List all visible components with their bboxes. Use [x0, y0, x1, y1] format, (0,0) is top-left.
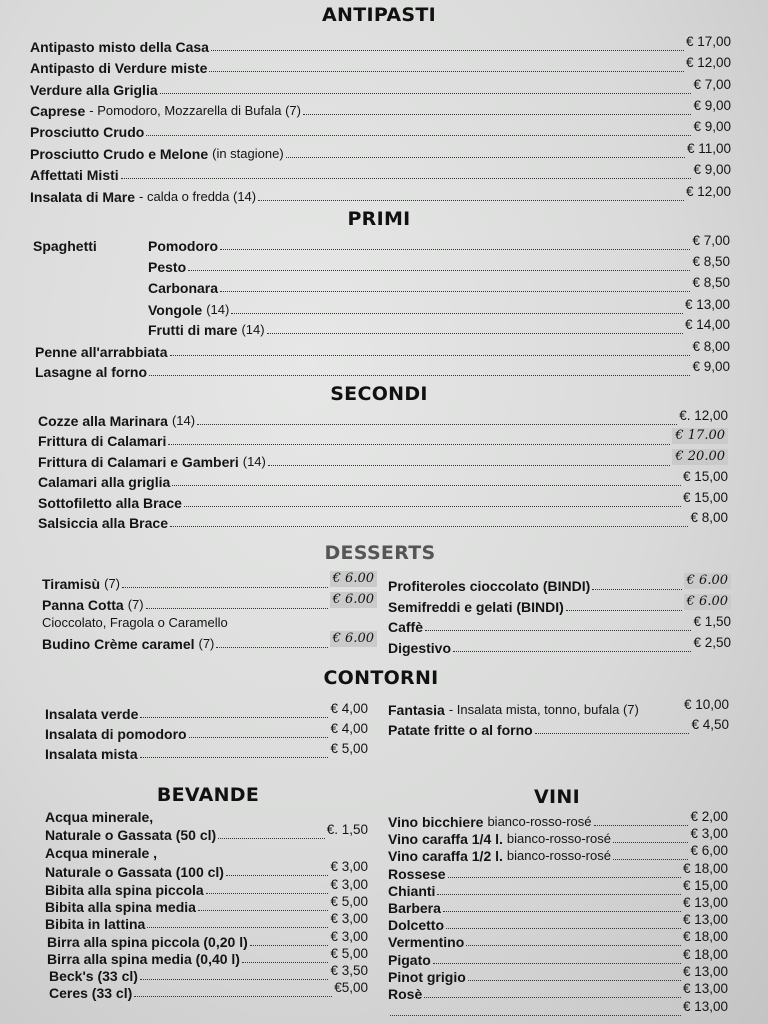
item-name: Beck's (33 cl): [49, 968, 138, 984]
dot-leader: [250, 945, 329, 946]
item-price: € 13,00: [682, 999, 728, 1014]
dot-leader: [268, 465, 671, 466]
menu-item: [30, 98, 731, 119]
item-price: € 12,00: [685, 184, 731, 199]
item-name: Pesto: [148, 259, 187, 275]
menu-item: [388, 947, 728, 968]
item-price: €. 1,50: [326, 822, 368, 837]
item-name: Insalata mista: [45, 746, 138, 762]
menu-item: [30, 141, 731, 162]
menu-item: [148, 275, 730, 296]
dot-leader: [433, 963, 681, 964]
item-name: Verdure alla Griglia: [30, 82, 158, 98]
item-name: Frittura di Calamari: [38, 433, 167, 449]
item-price: € 18,00: [682, 947, 728, 962]
item-note: (14): [241, 322, 265, 337]
item-name: Semifreddi e gelati (BINDI): [388, 599, 564, 615]
item-name: Acqua minerale,: [45, 809, 154, 825]
item-name: Ceres (33 cl): [49, 985, 133, 1001]
item-note: (in stagione): [212, 146, 284, 161]
menu-item: [35, 359, 730, 380]
menu-item: [388, 826, 728, 847]
item-price: € 2,50: [693, 635, 731, 650]
item-price: € 9,00: [693, 119, 731, 134]
menu-item: [148, 297, 730, 318]
item-name: Caprese: [30, 103, 86, 119]
menu-item: [45, 701, 368, 722]
menu-item: [45, 911, 368, 932]
item-price: € 15,00: [682, 878, 728, 893]
item-price: € 5,00: [330, 741, 368, 756]
item-name: Pomodoro: [148, 238, 218, 254]
dot-leader: [468, 980, 681, 981]
dot-leader: [206, 893, 329, 894]
item-name: Prosciutto Crudo: [30, 124, 145, 140]
item-note: - calda o fredda (14): [139, 189, 257, 204]
dot-leader: [218, 838, 325, 839]
menu-item: [30, 162, 731, 183]
item-name: Profiteroles cioccolato (BINDI): [388, 578, 591, 594]
item-note: (14): [242, 454, 266, 469]
item-price: € 3,00: [330, 859, 368, 874]
item-name: Vermentino: [388, 934, 465, 950]
dot-leader: [170, 355, 691, 356]
item-price: €. 12,00: [679, 408, 728, 423]
menu-item: [388, 929, 728, 950]
item-name: Birra alla spina media (0,40 l): [47, 951, 240, 967]
item-name: Salsiccia alla Brace: [38, 515, 168, 531]
item-name: Antipasto misto della Casa: [30, 39, 209, 55]
item-name: Antipasto di Verdure miste: [30, 60, 208, 76]
item-price: € 4,00: [330, 701, 368, 716]
contorni-heading: CONTORNI: [323, 667, 439, 689]
item-name: Prosciutto Crudo e Melone: [30, 146, 209, 162]
dot-leader: [453, 651, 691, 652]
antipasti-heading: ANTIPASTI: [322, 4, 436, 26]
item-name: Penne all'arrabbiata: [35, 344, 168, 360]
dot-leader: [160, 93, 692, 94]
item-price: €5,00: [334, 980, 368, 995]
dot-leader: [390, 1015, 681, 1016]
item-price: € 13,00: [684, 297, 730, 312]
dot-leader: [303, 114, 691, 115]
item-name: Insalata di pomodoro: [45, 726, 187, 742]
item-name: Budino Crème caramel: [42, 636, 195, 652]
item-name: Digestivo: [388, 640, 452, 656]
item-price: € 8,00: [690, 510, 728, 525]
item-price: € 13,00: [682, 912, 728, 927]
item-note: (7): [104, 576, 120, 591]
menu-item: [45, 877, 368, 898]
dot-leader: [267, 333, 683, 334]
item-price: € 9,00: [692, 359, 730, 374]
menu-item: [49, 980, 368, 1001]
menu-item: [38, 428, 728, 449]
item-note: - Pomodoro, Mozzarella di Bufala (7): [89, 103, 301, 118]
item-name: Bibita alla spina media: [45, 899, 196, 915]
menu-item: [30, 34, 731, 55]
menu-item: [38, 490, 728, 511]
item-price: € 7,00: [692, 233, 730, 248]
dot-leader: [594, 825, 689, 826]
dot-leader: [258, 200, 684, 201]
item-price: € 4,00: [330, 721, 368, 736]
menu-item: [42, 571, 377, 592]
item-price: € 13,00: [682, 895, 728, 910]
item-name: Rossese: [388, 866, 446, 882]
bevande-heading: BEVANDE: [156, 784, 260, 806]
item-note: bianco-rosso-rosé: [506, 848, 611, 863]
menu-item: [388, 981, 728, 1002]
menu-item: [38, 408, 728, 429]
item-price: € 18,00: [682, 929, 728, 944]
item-price: € 3,00: [330, 929, 368, 944]
dot-leader: [140, 757, 329, 758]
item-name: Fantasia: [388, 702, 445, 718]
dot-leader: [209, 71, 684, 72]
item-price: € 8,50: [692, 254, 730, 269]
menu-item: [45, 721, 368, 742]
menu-item: [148, 233, 730, 254]
dot-leader: [448, 877, 681, 878]
item-name: Dolcetto: [388, 917, 444, 933]
dot-leader: [566, 610, 682, 611]
menu-item: [42, 631, 377, 652]
menu-item: [38, 510, 728, 531]
menu-item: [388, 697, 729, 718]
dot-leader: [286, 157, 685, 158]
item-name: Vongole: [148, 302, 203, 318]
menu-item: [45, 807, 368, 825]
item-price: € 7,00: [693, 77, 731, 92]
dot-leader: [425, 630, 691, 631]
menu-item: [388, 878, 728, 899]
item-price: € 2,00: [690, 809, 728, 824]
item-price: € 4,50: [691, 717, 729, 732]
menu-item: [38, 469, 728, 490]
dot-leader: [170, 526, 688, 527]
item-name: Vino bicchiere: [388, 814, 484, 830]
item-name: Birra alla spina piccola (0,20 l): [47, 934, 248, 950]
menu-item: [388, 861, 728, 882]
item-name: Caffè: [388, 619, 424, 635]
item-note: - Insalata mista, tonno, bufala (7): [448, 702, 639, 717]
dot-leader: [437, 894, 681, 895]
item-price: € 18,00: [682, 861, 728, 876]
item-name: Frutti di mare: [148, 322, 238, 338]
dot-leader: [424, 997, 681, 998]
menu-item: [388, 843, 728, 864]
item-name: Tiramisù: [42, 576, 101, 592]
item-name: Sottofiletto alla Brace: [38, 495, 182, 511]
menu-item: [38, 449, 728, 470]
menu-item: [30, 119, 731, 140]
menu-item: [388, 912, 728, 933]
menu-item: [45, 894, 368, 915]
menu-item: [388, 717, 729, 738]
item-price: € 6.00: [330, 592, 377, 608]
desserts-heading: DESSERTS: [324, 542, 436, 564]
menu-item: [45, 859, 368, 880]
item-note: bianco-rosso-rosé: [506, 831, 611, 846]
dot-leader: [220, 291, 690, 292]
dot-leader: [122, 587, 328, 588]
item-name: Patate fritte o al forno: [388, 722, 533, 738]
dot-leader: [211, 50, 684, 51]
secondi-heading: SECONDI: [330, 383, 428, 405]
dot-leader: [168, 444, 670, 445]
dot-leader: [446, 928, 681, 929]
item-note: (7): [198, 636, 215, 651]
dot-leader: [140, 717, 328, 718]
item-name: Pigato: [388, 952, 431, 968]
item-name: Bibita alla spina piccola: [45, 882, 204, 898]
item-price: € 8,50: [692, 275, 730, 290]
item-price: € 6.00: [684, 594, 731, 610]
menu-item: [388, 895, 728, 916]
menu-item: [42, 592, 377, 613]
item-price: € 3,00: [690, 826, 728, 841]
item-price: € 6.00: [684, 573, 731, 589]
item-price: € 6,00: [690, 843, 728, 858]
menu-item: [45, 843, 368, 861]
menu-item: [49, 963, 368, 984]
dot-leader: [146, 608, 328, 609]
item-price: € 17.00: [672, 428, 728, 444]
panna-cotta-flavours: Cioccolato, Fragola o Caramello: [42, 615, 228, 630]
item-price: € 13,00: [682, 964, 728, 979]
item-price: € 13,00: [682, 981, 728, 996]
menu-item: [47, 946, 368, 967]
menu-item: [388, 635, 731, 656]
dot-leader: [189, 737, 329, 738]
menu-item: [30, 55, 731, 76]
primi-heading: PRIMI: [347, 208, 411, 230]
item-name: Insalata verde: [45, 706, 139, 722]
dot-leader: [231, 313, 683, 314]
menu-item: [148, 254, 730, 275]
menu-item: [388, 614, 731, 635]
item-note: (7): [127, 597, 144, 612]
menu-item: [47, 929, 368, 950]
item-price: € 5,00: [330, 946, 368, 961]
item-price: € 9,00: [693, 162, 731, 177]
item-price: € 3,00: [330, 911, 368, 926]
item-name: Bibita in lattina: [45, 916, 146, 932]
item-price: € 9,00: [693, 98, 731, 113]
item-name: Cozze alla Marinara: [38, 413, 168, 429]
menu-item: [388, 809, 728, 830]
dot-leader: [592, 589, 681, 590]
dot-leader: [149, 375, 690, 376]
dot-leader: [184, 506, 681, 507]
item-price: € 3,50: [330, 963, 368, 978]
dot-leader: [172, 485, 681, 486]
item-price: € 17,00: [685, 34, 731, 49]
dot-leader: [226, 875, 328, 876]
item-name: Chianti: [388, 883, 436, 899]
item-name: Frittura di Calamari e Gamberi: [38, 454, 239, 470]
item-price: € 11,00: [686, 141, 731, 156]
dot-leader: [466, 945, 681, 946]
item-name: Barbera: [388, 900, 441, 916]
item-price: € 5,00: [330, 894, 368, 909]
dot-leader: [121, 178, 692, 179]
dot-leader: [134, 996, 332, 997]
item-name: Naturale o Gassata (100 cl): [45, 864, 224, 880]
menu-item: [388, 573, 731, 594]
item-price: € 8,00: [692, 339, 730, 354]
item-name: Affettati Misti: [30, 167, 119, 183]
dot-leader: [140, 979, 329, 980]
dot-leader: [198, 910, 329, 911]
menu-item: [35, 339, 730, 360]
item-name: Vino caraffa 1/2 l.: [388, 848, 503, 864]
menu-item: [45, 822, 368, 843]
item-note: (14): [206, 302, 230, 317]
item-price: € 6.00: [330, 631, 377, 647]
dot-leader: [146, 135, 691, 136]
menu-item: [388, 964, 728, 985]
dot-leader: [443, 911, 681, 912]
item-name: Pinot grigio: [388, 969, 466, 985]
item-note: bianco-rosso-rosé: [487, 814, 592, 829]
item-name: Rosè: [388, 986, 423, 1002]
item-price: € 15,00: [682, 490, 728, 505]
item-price: € 15,00: [682, 469, 728, 484]
menu-item: [388, 999, 728, 1020]
dot-leader: [188, 270, 690, 271]
item-name: Vino caraffa 1/4 l.: [388, 831, 503, 847]
item-price: € 3,00: [330, 877, 368, 892]
dot-leader: [197, 424, 677, 425]
item-name: Lasagne al forno: [35, 364, 148, 380]
item-price: € 12,00: [685, 55, 731, 70]
item-price: € 6.00: [330, 571, 377, 587]
item-price: € 14,00: [684, 317, 730, 332]
dot-leader: [220, 249, 690, 250]
menu-item: [148, 317, 730, 338]
item-price: € 20.00: [672, 449, 728, 465]
vini-heading: VINI: [534, 786, 580, 808]
dot-leader: [613, 859, 689, 860]
item-name: Panna Cotta: [42, 597, 124, 613]
menu-item: [30, 77, 731, 98]
item-name: Calamari alla griglia: [38, 474, 171, 490]
item-note: (14): [171, 413, 196, 428]
item-name: Insalata di Mare: [30, 189, 136, 205]
item-name: Acqua minerale ,: [45, 845, 158, 861]
dot-leader: [242, 962, 328, 963]
dot-leader: [216, 647, 327, 648]
item-name: Naturale o Gassata (50 cl): [45, 827, 217, 843]
dot-leader: [613, 842, 689, 843]
item-name: Carbonara: [148, 280, 219, 296]
menu-item: [45, 741, 368, 762]
item-price: € 10,00: [683, 697, 729, 712]
item-price: € 1,50: [693, 614, 731, 629]
dot-leader: [535, 733, 690, 734]
dot-leader: [147, 927, 328, 928]
spaghetti-label: Spaghetti: [33, 238, 97, 254]
menu-item: [388, 594, 731, 615]
menu-item: [30, 184, 731, 205]
